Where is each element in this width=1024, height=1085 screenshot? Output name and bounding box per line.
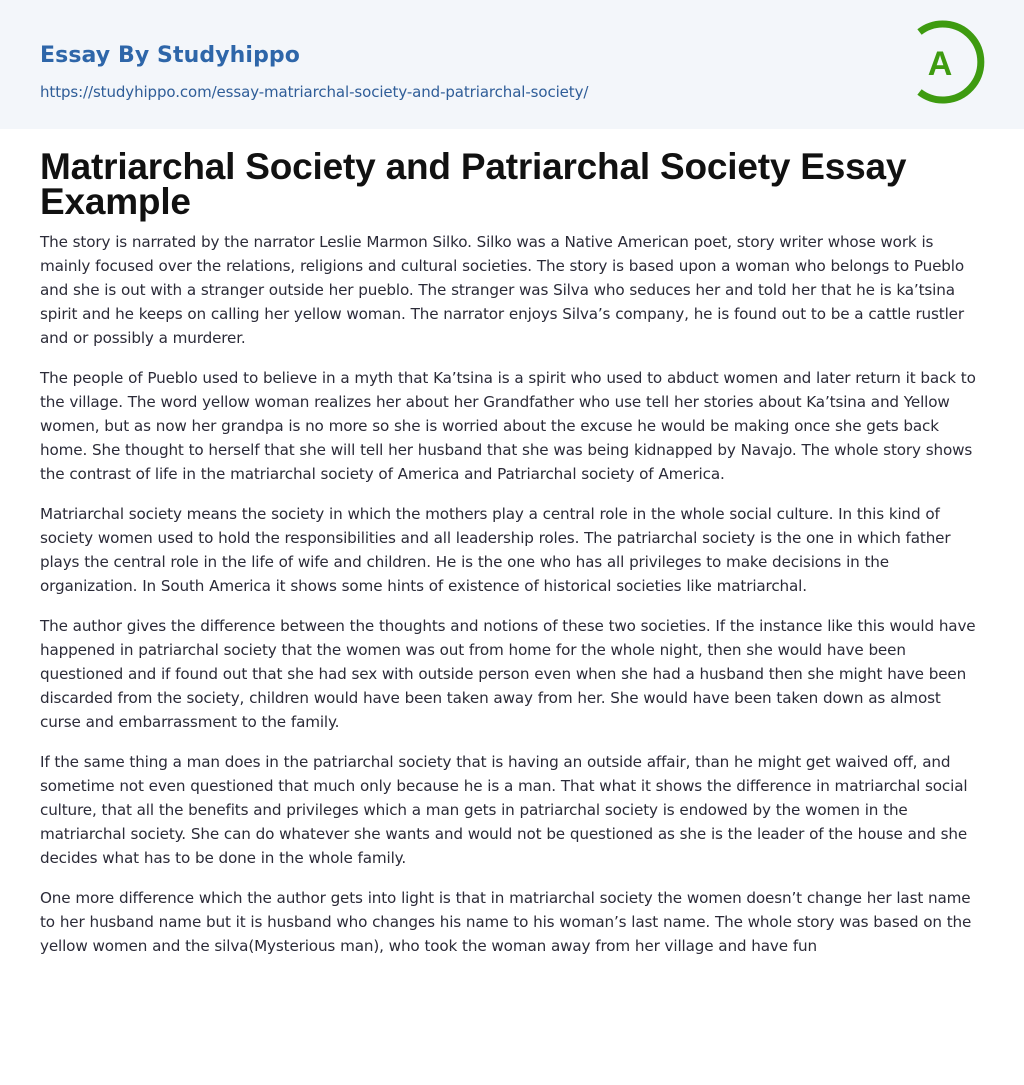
essay-paragraph: Matriarchal society means the society in which the mothers play a central role in the whole social culture. In this kind of society women used to hold the responsibilities and all leadership roles. The patriarchal society is the one in which father plays the central role in the life of wife and children. He is the one who has all privileges to make decisions in the organization. In South America it shows some hints of existence of historical societies like matriarchal. xyxy=(40,505,951,595)
essay-paragraph: The story is narrated by the narrator Leslie Marmon Silko. Silko was a Native American poet, story writer whose work is mainly focused over the relations, religions and cultural societies. The story is based upon a woman who belongs to Pueblo and she is out with a stranger outside her pueblo. The stranger was Silva who seduces her and told her that he is ka’tsina spirit and he keeps on calling her yellow woman. The narrator enjoys Silva’s company, he is found out to be a cattle rustler and or possibly a murderer. xyxy=(40,233,964,347)
logo-letter: A xyxy=(927,45,953,83)
essay-paragraph: If the same thing a man does in the patriarchal society that is having an outside affair, than he might get waived off, and sometime not even questioned that much only because he is a man. That what it shows the difference in matriarchal social culture, that all the benefits and privileges which a man gets in patriarchal society is endowed by the women in the matriarchal society. She can do whatever she wants and would not be questioned as she is the leader of the house and she decides what has to be done in the whole family. xyxy=(40,753,968,867)
essay-paragraph: One more difference which the author gets into light is that in matriarchal society the women doesn’t change her last name to her husband name but it is husband who changes his name to his woman’s last name. The whole story was based on the yellow women and the silva(Mysterious man), who took the woman away from her village and have fun xyxy=(40,889,972,955)
essay-article xyxy=(0,129,1024,1014)
site-header xyxy=(0,0,1024,129)
essay-paragraph: The people of Pueblo used to believe in a myth that Ka’tsina is a spirit who used to abduct women and later return it back to the village. The word yellow woman realizes her about her Grandfather who use tell her stories about Ka’tsina and Yellow women, but as now her grandpa is no more so she is worried about the excuse he would be making once she gets back home. She thought to herself that she will tell her husband that she was being kidnapped by Navajo. The whole story shows the contrast of life in the matriarchal society of America and Patriarchal society of America. xyxy=(40,369,976,483)
source-url-link[interactable]: https://studyhippo.com/essay-matriarchal-society-and-patriarchal-society/ xyxy=(40,83,589,101)
brand-title: Essay By Studyhippo xyxy=(40,43,300,68)
studyhippo-logo-icon[interactable] xyxy=(917,19,985,105)
page-title: Matriarchal Society and Patriarchal Society Essay Example xyxy=(40,146,907,222)
essay-paragraph: The author gives the difference between the thoughts and notions of these two societies. If the instance like this would have happened in patriarchal society that the women was out from home for the whole night, then she would have been questioned and if found out that she had sex with outside person even when she had a husband then she might have been discarded from the society, children would have been taken away from her. She would have been taken down as almost curse and embarrassment to the family. xyxy=(40,617,976,731)
